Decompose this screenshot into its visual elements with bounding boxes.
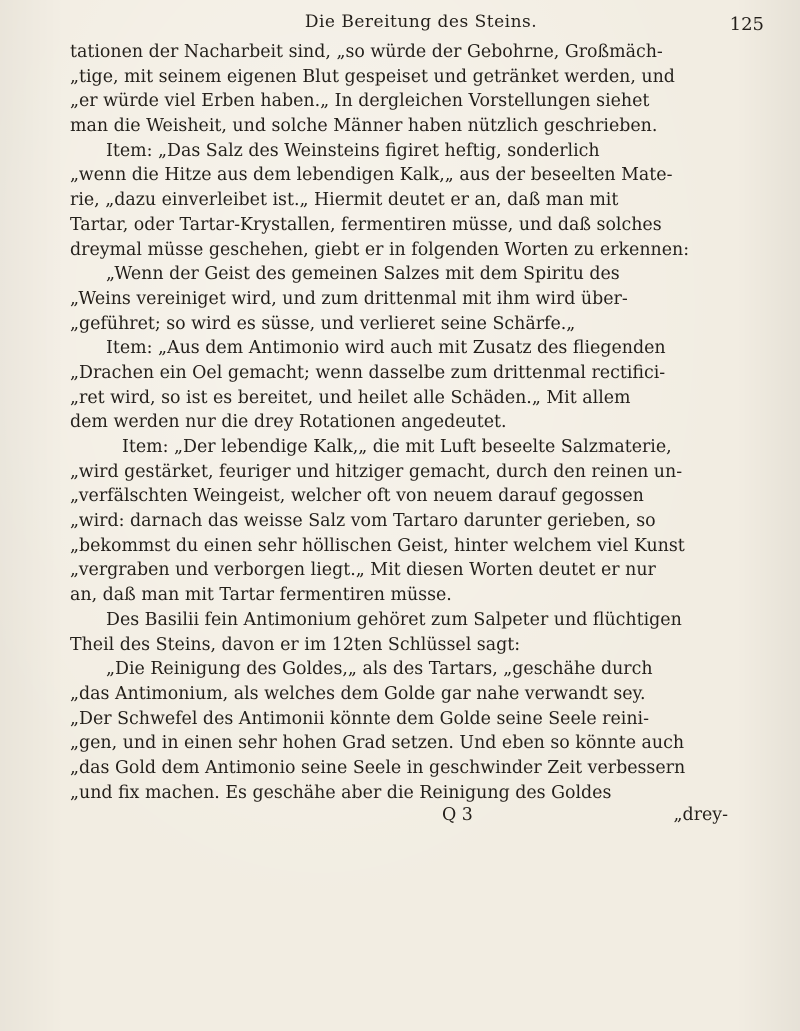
text-line: tationen der Nacharbeit sind, „so würde der Gebohrne, Großmäch- [70, 42, 663, 62]
text-line: man die Weisheit, und solche Männer haben nützlich geschrieben. [70, 116, 658, 137]
signature-mark: Q 3 [442, 805, 473, 826]
page-number: 125 [729, 14, 764, 35]
text-line: „wird gestärket, feuriger und hitziger gemacht, durch den reinen un- [70, 461, 683, 482]
text-line: „geführet; so wird es süsse, und verlieret seine Schärfe.„ [70, 313, 576, 334]
text-line: Theil des Steins, davon er im 12ten Schlüssel sagt: [70, 634, 521, 655]
body-text [70, 40, 772, 805]
page-footer [70, 805, 772, 831]
text-line: Des Basilii fein Antimonium gehöret zum Salpeter und flüchtigen [106, 609, 682, 630]
catchword: „drey- [673, 805, 728, 826]
text-line: Tartar, oder Tartar-Krystallen, fermentiren müsse, und daß solches [70, 214, 662, 235]
text-line: „Die Reinigung des Goldes,„ als des Tartars, „geschähe durch [106, 659, 653, 680]
text-line: rie, „dazu einverleibet ist.„ Hiermit deutet er an, daß man mit [70, 190, 619, 211]
running-title: Die Bereitung des Steins. [304, 12, 538, 32]
text-line: „Wenn der Geist des gemeinen Salzes mit dem Spiritu des [106, 264, 620, 285]
text-line: „wird: darnach das weisse Salz vom Tartaro darunter gerieben, so [70, 511, 656, 532]
text-line: Item: „Das Salz des Weinsteins figiret heftig, sonderlich [106, 140, 600, 161]
text-line: „bekommst du einen sehr höllischen Geist, hinter welchem viel Kunst [70, 535, 685, 556]
text-line: „ret wird, so ist es bereitet, und heilet alle Schäden.„ Mit allem [70, 387, 631, 408]
text-line: „er würde viel Erben haben.„ In dergleichen Vorstellungen siehet [70, 91, 650, 112]
text-line: Item: „Aus dem Antimonio wird auch mit Zusatz des fliegenden [106, 338, 666, 359]
text-line: „Drachen ein Oel gemacht; wenn dasselbe zum drittenmal rectifici- [70, 362, 666, 383]
text-line: „Der Schwefel des Antimonii könnte dem Golde seine Seele reini- [70, 708, 649, 729]
text-line: „das Gold dem Antimonio seine Seele in geschwinder Zeit verbessern [70, 757, 686, 778]
text-line: „vergraben und verborgen liegt.„ Mit diesen Worten deutet er nur [70, 560, 656, 581]
text-line: „tige, mit seinem eigenen Blut gespeiset und getränket werden, und [70, 66, 675, 87]
text-line: dem werden nur die drey Rotationen angedeutet. [70, 412, 507, 433]
text-line: Item: „Der lebendige Kalk,„ die mit Luft beseelte Salzmaterie, [122, 437, 672, 457]
text-line: „das Antimonium, als welches dem Golde gar nahe verwandt sey. [70, 683, 646, 704]
text-line: „und fix machen. Es geschähe aber die Reinigung des Goldes [70, 782, 612, 803]
text-line: „wenn die Hitze aus dem lebendigen Kalk,„ aus der beseelten Mate- [70, 165, 673, 186]
text-line: „Weins vereiniget wird, und zum drittenmal mit ihm wird über- [70, 288, 628, 309]
running-head [70, 6, 772, 40]
text-line: dreymal müsse geschehen, giebt er in folgenden Worten zu erkennen: [70, 239, 690, 260]
text-line: „verfälschten Weingeist, welcher oft von neuem darauf gegossen [70, 486, 644, 507]
text-line: an, daß man mit Tartar fermentiren müsse. [70, 585, 452, 606]
text-line: „gen, und in einen sehr hohen Grad setzen. Und eben so könnte auch [70, 733, 685, 754]
